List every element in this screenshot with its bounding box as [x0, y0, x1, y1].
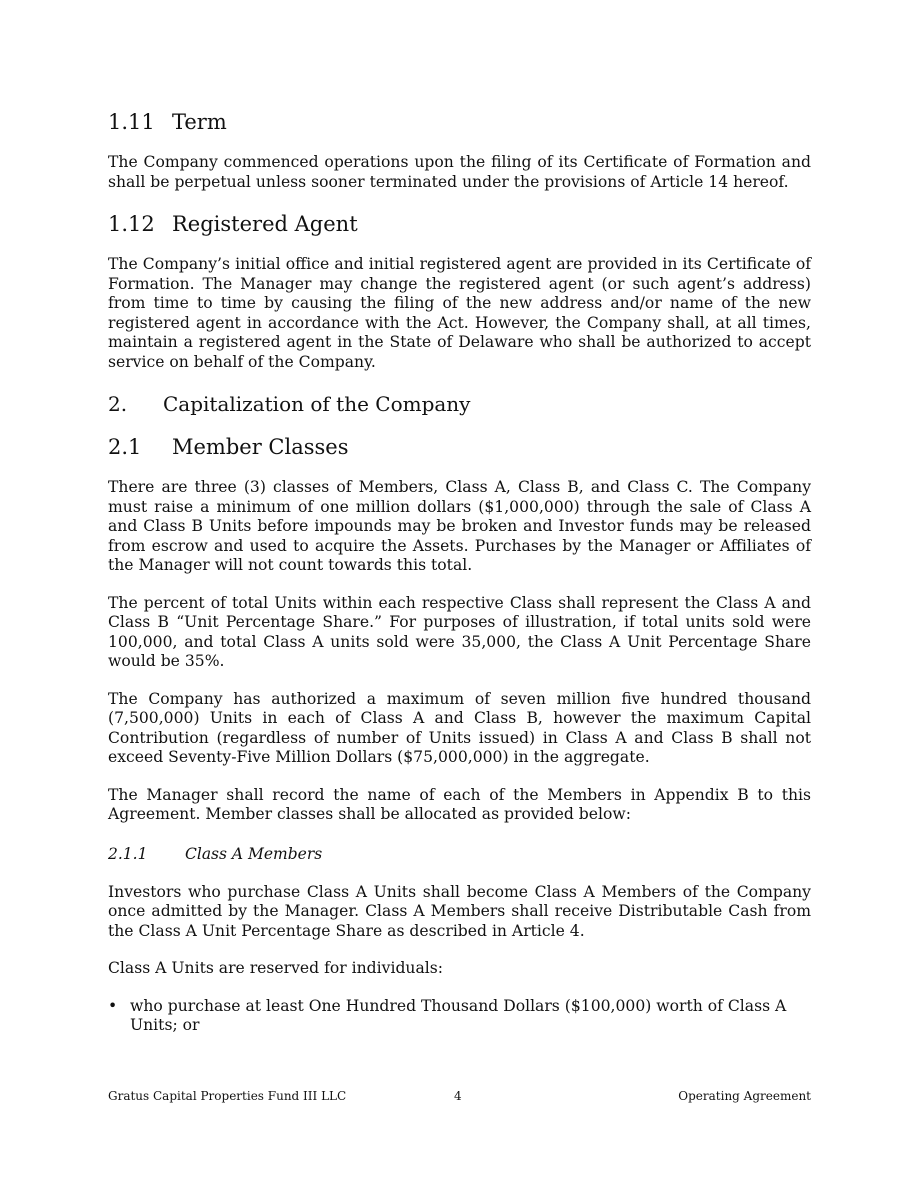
section-heading-1-11 [108, 108, 811, 136]
document-page [108, 108, 811, 1036]
section-title: Term [172, 110, 227, 134]
bullet-item [108, 997, 811, 1036]
bullet-text: who purchase at least One Hundred Thousand Dollars ($100,000) worth of Class A Units; or [130, 996, 787, 1034]
section-number: 1.12 [108, 212, 155, 236]
bullet-marker: • [108, 996, 118, 1015]
section-heading-1-12 [108, 210, 811, 238]
paragraph-class-a-1: Investors who purchase Class A Units shall become Class A Members of the Company once admitted by the Manager. Class A Members shall receive Distributable Cash from the Class A Unit Percentage Share as described in Article 4. [108, 882, 811, 940]
subsection-number: 2.1.1 [108, 844, 148, 863]
article-title: Capitalization of the Company [163, 392, 471, 416]
paragraph-member-classes-3: The Company has authorized a maximum of seven million five hundred thousand (7,500,000) Units in each of Class A and Class B, however the maximum Capital Contribution (regardless of number of Units issued) in Class A and Class B shall not exceed Seventy-Five Million Dollars ($75,000,000) in the aggregate. [108, 689, 811, 766]
subsection-heading-2-1-1 [108, 843, 811, 865]
paragraph-class-a-2: Class A Units are reserved for individuals: [108, 959, 444, 977]
footer-document-title: Gratus Capital Properties Fund III LLC [108, 1089, 347, 1103]
section-number: 1.11 [108, 110, 155, 134]
page-footer [108, 1087, 811, 1105]
section-title: Registered Agent [172, 212, 358, 236]
subsection-title: Class A Members [185, 844, 323, 863]
section-number: 2.1 [108, 435, 142, 459]
paragraph-term: The Company commenced operations upon the filing of its Certificate of Formation and shall be perpetual unless sooner terminated under the provisions of Article 14 hereof. [108, 153, 811, 191]
section-heading-2-1 [108, 433, 811, 461]
section-title: Member Classes [172, 435, 349, 459]
paragraph-member-classes-2: The percent of total Units within each respective Class shall represent the Class A and Class B “Unit Percentage Share.” For purposes of illustration, if total units sold were 100,000, and total Class A units sold were 35,000, the Class A Unit Percentage Share would be 35%. [108, 593, 811, 670]
page-number: 4 [454, 1089, 462, 1103]
paragraph-registered-agent: The Company’s initial office and initial registered agent are provided in its Certificate of Formation. The Manager may change the registered agent (or such agent’s address) from time to time by causing the filing of the new address and/or name of the new registered agent in accordance with the Act. However, the Company shall, at all times, maintain a registered agent in the State of Delaware who shall be authorized to accept service on behalf of the Company. [108, 255, 811, 371]
footer-agreement-name: Operating Agreement [678, 1089, 811, 1103]
paragraph-member-classes-4: The Manager shall record the name of each of the Members in Appendix B to this Agreement. Member classes shall be allocated as provided below: [108, 785, 811, 823]
article-number: 2. [108, 392, 128, 416]
paragraph-member-classes-1: There are three (3) classes of Members, Class A, Class B, and Class C. The Company must raise a minimum of one million dollars ($1,000,000) through the sale of Class A and Class B Units before impounds may be broken and Investor funds may be released from escrow and used to acquire the Assets. Purchases by the Manager or Affiliates of the Manager will not count towards this total. [108, 478, 811, 574]
article-heading-2 [108, 390, 811, 418]
